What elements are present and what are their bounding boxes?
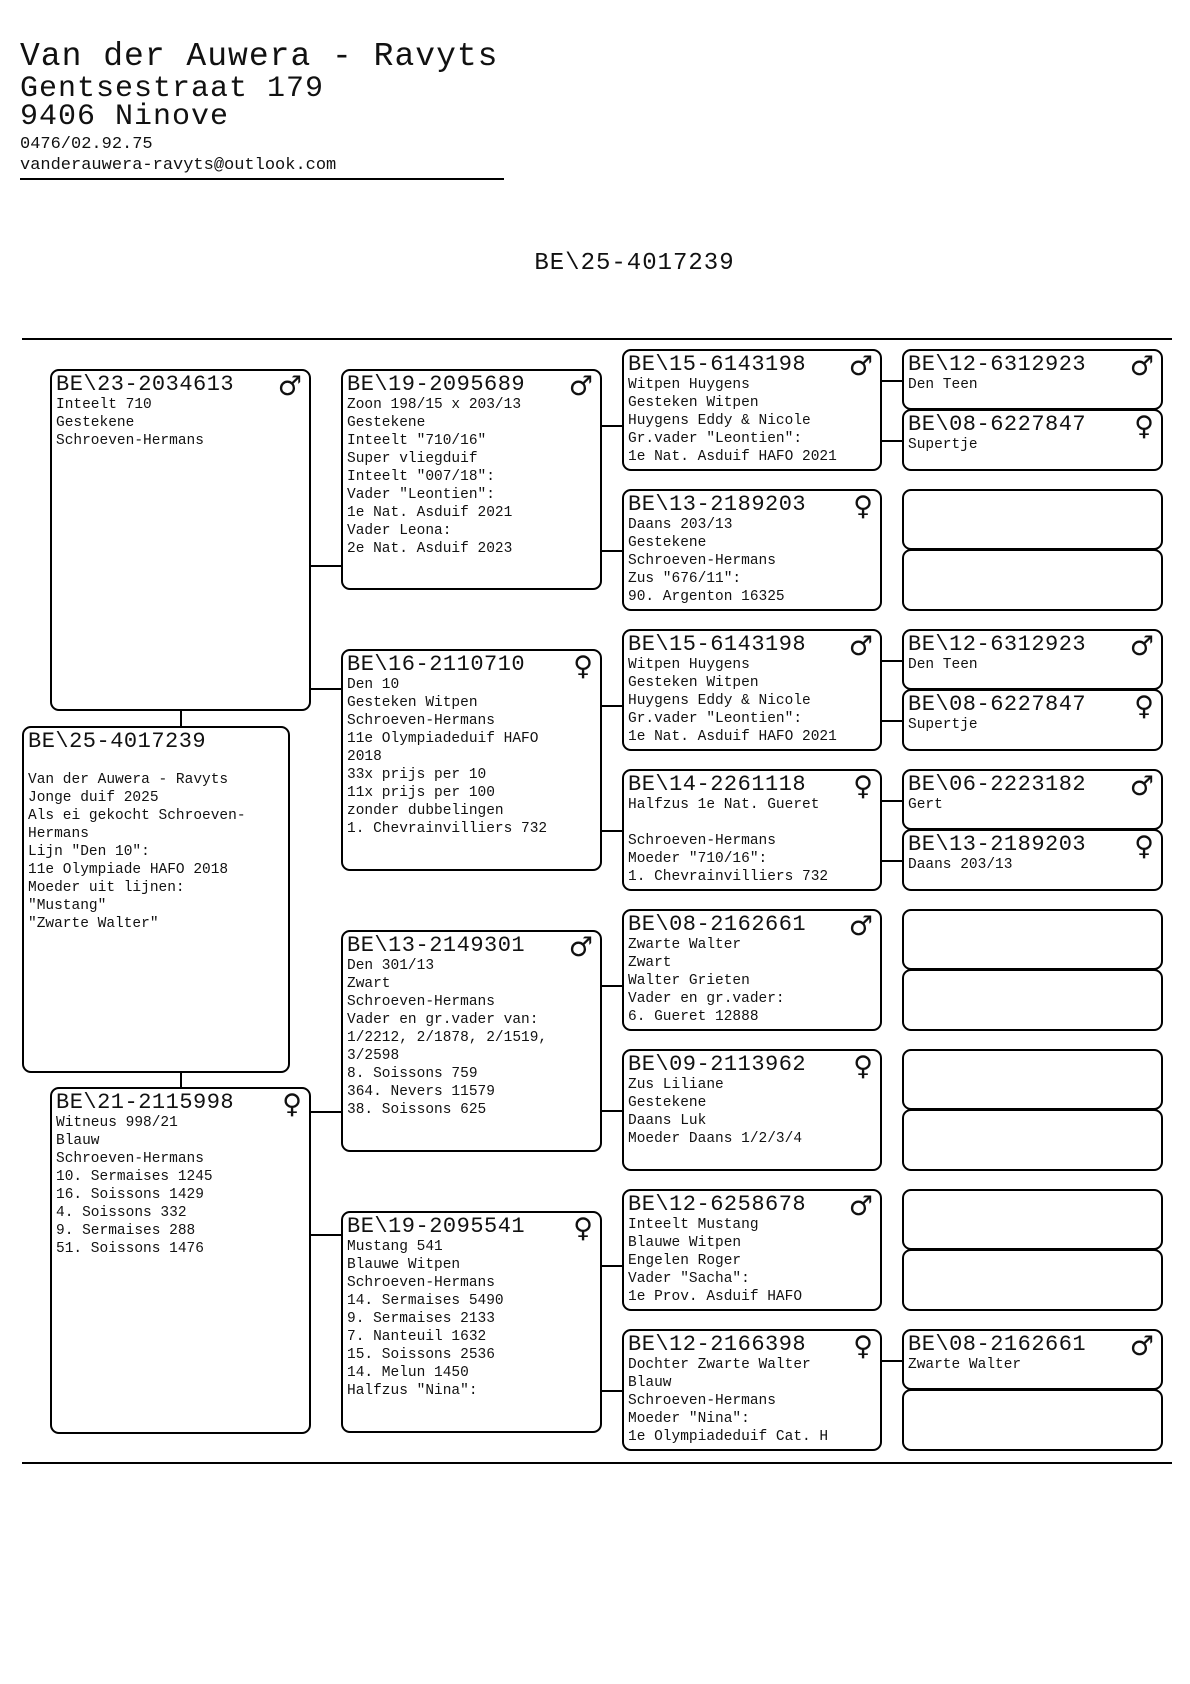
pigeon-card-gen4: [902, 1189, 1163, 1250]
pigeon-info-line: Inteelt "710/16": [347, 433, 487, 449]
ring-number: BE\08-2162661: [628, 912, 807, 937]
pigeon-card-gen4: [902, 969, 1163, 1031]
pigeon-info-line: Blauwe Witpen: [628, 1235, 742, 1251]
owner-email: vanderauwera-ravyts@outlook.com: [20, 156, 337, 175]
pigeon-card-father-mother: [341, 649, 602, 871]
pigeon-info-line: 2018: [347, 749, 382, 765]
pigeon-info-line: 14. Melun 1450: [347, 1365, 469, 1381]
pigeon-info-line: Blauw: [56, 1133, 100, 1149]
connector: [600, 985, 622, 987]
pigeon-info-line: Gestekene: [628, 1095, 707, 1111]
pigeon-info-line: Witpen Huygens: [628, 657, 750, 673]
pigeon-info-line: Vader en gr.vader:: [628, 991, 785, 1007]
pigeon-info-line: Engelen Roger: [628, 1253, 742, 1269]
male-sex-icon: ♂: [1129, 1331, 1154, 1362]
pigeon-info-line: Dochter Zwarte Walter: [628, 1357, 811, 1373]
pigeon-card-mother-father: [341, 930, 602, 1152]
connector: [600, 425, 622, 427]
pigeon-card-gen3: [622, 1329, 882, 1451]
female-sex-icon: ♀: [573, 1213, 593, 1244]
pigeon-info-line: 15. Soissons 2536: [347, 1347, 495, 1363]
pigeon-info-line: 16. Soissons 1429: [56, 1187, 204, 1203]
pigeon-info-line: Zwart: [628, 955, 672, 971]
ring-number: BE\08-6227847: [908, 412, 1087, 437]
pigeon-info-line: Gesteken Witpen: [628, 675, 759, 691]
connector: [880, 660, 902, 662]
pigeon-info-line: Walter Grieten: [628, 973, 750, 989]
owner-name: Van der Auwera - Ravyts: [20, 38, 499, 75]
pigeon-info-line: Zus "676/11":: [628, 571, 742, 587]
pigeon-info-line: Schroeven-Hermans: [56, 433, 204, 449]
pigeon-info-line: Mustang 541: [347, 1239, 443, 1255]
male-sex-icon: ♂: [568, 932, 593, 963]
pigeon-info-line: Moeder "710/16":: [628, 851, 768, 867]
female-sex-icon: ♀: [282, 1089, 302, 1120]
pigeon-info-line: 14. Sermaises 5490: [347, 1293, 504, 1309]
pigeon-info-line: Super vliegduif: [347, 451, 478, 467]
pigeon-card-gen3: [622, 1049, 882, 1171]
male-sex-icon: ♂: [848, 1191, 873, 1222]
pigeon-info-line: Zwarte Walter: [628, 937, 742, 953]
pigeon-info-line: Gesteken Witpen: [628, 395, 759, 411]
ring-number: BE\08-6227847: [908, 692, 1087, 717]
ring-number: BE\19-2095541: [347, 1214, 526, 1239]
connector: [600, 1265, 622, 1267]
pigeon-info-line: 6. Gueret 12888: [628, 1009, 759, 1025]
pigeon-info-line: 90. Argenton 16325: [628, 589, 785, 605]
connector: [600, 830, 622, 832]
pigeon-info-line: Blauw: [628, 1375, 672, 1391]
pigeon-info-line: Daans 203/13: [628, 517, 733, 533]
ring-number: BE\15-6143198: [628, 632, 807, 657]
pigeon-info-line: Hermans: [28, 826, 89, 842]
pigeon-card-gen4: [902, 1389, 1163, 1451]
connector: [310, 1111, 342, 1113]
pigeon-info-line: 8. Soissons 759: [347, 1066, 478, 1082]
ring-number: BE\19-2095689: [347, 372, 526, 397]
pigeon-info-line: 2e Nat. Asduif 2023: [347, 541, 513, 557]
pigeon-info-line: 364. Nevers 11579: [347, 1084, 495, 1100]
pigeon-info-line: Jonge duif 2025: [28, 790, 159, 806]
pigeon-info-line: Gestekene: [347, 415, 426, 431]
pigeon-info-line: Gestekene: [56, 415, 135, 431]
pigeon-info-line: Zus Liliane: [628, 1077, 724, 1093]
pigeon-card-gen3: [622, 489, 882, 611]
pigeon-info-line: 1. Chevrainvilliers 732: [347, 821, 548, 837]
female-sex-icon: ♀: [1134, 831, 1154, 862]
ring-number: BE\13-2189203: [628, 492, 807, 517]
ring-number: BE\12-6312923: [908, 632, 1087, 657]
pigeon-info-line: Halfzus "Nina":: [347, 1383, 478, 1399]
pigeon-info-line: 1e Nat. Asduif 2021: [347, 505, 513, 521]
pigeon-card-father-father: [341, 369, 602, 590]
female-sex-icon: ♀: [853, 1051, 873, 1082]
pigeon-info-line: Zwart: [347, 976, 391, 992]
pigeon-info-line: Daans Luk: [628, 1113, 707, 1129]
connector: [600, 705, 622, 707]
pigeon-info-line: 7. Nanteuil 1632: [347, 1329, 487, 1345]
ring-number: BE\14-2261118: [628, 772, 807, 797]
female-sex-icon: ♀: [853, 491, 873, 522]
ring-number: BE\25-4017239: [28, 729, 207, 754]
female-sex-icon: ♀: [853, 771, 873, 802]
connector: [880, 720, 902, 722]
pigeon-info-line: Daans 203/13: [908, 857, 1013, 873]
owner-phone: 0476/02.92.75: [20, 135, 153, 154]
pigeon-card-gen4: [902, 1249, 1163, 1311]
pigeon-card-gen4: [902, 1109, 1163, 1171]
pigeon-info-line: Vader "Sacha":: [628, 1271, 750, 1287]
pigeon-info-line: Den 301/13: [347, 958, 435, 974]
pigeon-info-line: Schroeven-Hermans: [56, 1151, 204, 1167]
pigeon-info-line: Halfzus 1e Nat. Gueret: [628, 797, 820, 813]
female-sex-icon: ♀: [1134, 691, 1154, 722]
connector: [880, 800, 902, 802]
pigeon-info-line: Inteelt "007/18":: [347, 469, 495, 485]
pigeon-info-line: Huygens Eddy & Nicole: [628, 413, 811, 429]
ring-number: BE\06-2223182: [908, 772, 1087, 797]
pigeon-info-line: Gert: [908, 797, 943, 813]
pigeon-info-line: Supertje: [908, 437, 978, 453]
pigeon-card-gen4: [902, 1329, 1163, 1390]
connector: [600, 550, 622, 552]
pigeon-info-line: Den Teen: [908, 657, 978, 673]
pigeon-info-line: 11e Olympiadeduif HAFO: [347, 731, 539, 747]
pigeon-card-gen3: [622, 769, 882, 891]
pigeon-card-gen4: [902, 549, 1163, 611]
pigeon-info-line: Gr.vader "Leontien":: [628, 431, 803, 447]
pigeon-info-line: 1e Prov. Asduif HAFO: [628, 1289, 803, 1305]
female-sex-icon: ♀: [1134, 411, 1154, 442]
pigeon-info-line: Vader Leona:: [347, 523, 452, 539]
female-sex-icon: ♀: [853, 1331, 873, 1362]
pigeon-card-gen4: [902, 1049, 1163, 1110]
ring-number: BE\23-2034613: [56, 372, 235, 397]
connector: [600, 1390, 622, 1392]
ring-number: BE\08-2162661: [908, 1332, 1087, 1357]
top-rule: [22, 338, 1172, 340]
pigeon-card-gen4: [902, 689, 1163, 751]
male-sex-icon: ♂: [277, 371, 302, 402]
pigeon-info-line: Moeder Daans 1/2/3/4: [628, 1131, 803, 1147]
pigeon-info-line: Inteelt Mustang: [628, 1217, 759, 1233]
pigeon-card-gen4: [902, 909, 1163, 970]
pigeon-info-line: Als ei gekocht Schroeven-: [28, 808, 246, 824]
pigeon-info-line: Schroeven-Hermans: [347, 994, 495, 1010]
ring-number: BE\15-6143198: [628, 352, 807, 377]
male-sex-icon: ♂: [848, 351, 873, 382]
pigeon-info-line: "Mustang": [28, 898, 107, 914]
pigeon-card-gen3: [622, 1189, 882, 1311]
pigeon-info-line: Den 10: [347, 677, 400, 693]
connector: [880, 1360, 902, 1362]
ring-number: BE\13-2149301: [347, 933, 526, 958]
pigeon-card-main: [22, 726, 290, 1073]
pigeon-card-gen4: [902, 769, 1163, 830]
pigeon-info-line: Witneus 998/21: [56, 1115, 178, 1131]
pigeon-info-line: Vader en gr.vader van:: [347, 1012, 539, 1028]
pigeon-info-line: 38. Soissons 625: [347, 1102, 487, 1118]
pigeon-info-line: Witpen Huygens: [628, 377, 750, 393]
connector: [880, 380, 902, 382]
pigeon-info-line: 10. Sermaises 1245: [56, 1169, 213, 1185]
connector: [600, 1110, 622, 1112]
pigeon-info-line: [628, 814, 876, 832]
ring-number: BE\12-6312923: [908, 352, 1087, 377]
pigeon-card-gen4: [902, 829, 1163, 891]
connector: [310, 1234, 342, 1236]
pigeon-info-line: 11x prijs per 100: [347, 785, 495, 801]
pigeon-info-line: Lijn "Den 10":: [28, 844, 150, 860]
pigeon-info-line: Gr.vader "Leontien":: [628, 711, 803, 727]
male-sex-icon: ♂: [1129, 351, 1154, 382]
pigeon-info-line: 1e Nat. Asduif HAFO 2021: [628, 449, 837, 465]
male-sex-icon: ♂: [568, 371, 593, 402]
pedigree-title: BE\25-4017239: [534, 250, 735, 277]
pigeon-card-gen4: [902, 489, 1163, 550]
owner-street: Gentsestraat 179: [20, 72, 325, 106]
pigeon-info-line: Gestekene: [628, 535, 707, 551]
connector: [880, 860, 902, 862]
male-sex-icon: ♂: [848, 911, 873, 942]
pigeon-info-line: 9. Sermaises 288: [56, 1223, 196, 1239]
ring-number: BE\13-2189203: [908, 832, 1087, 857]
pigeon-info-line: 1. Chevrainvilliers 732: [628, 869, 829, 885]
pigeon-info-line: "Zwarte Walter": [28, 916, 159, 932]
connector: [310, 688, 342, 690]
pigeon-card-gen3: [622, 909, 882, 1031]
pigeon-card-gen4: [902, 629, 1163, 690]
pigeon-info-line: Gesteken Witpen: [347, 695, 478, 711]
pigeon-info-line: [28, 753, 284, 771]
pigeon-info-line: Van der Auwera - Ravyts: [28, 772, 229, 788]
male-sex-icon: ♂: [1129, 631, 1154, 662]
connector: [310, 565, 342, 567]
connector: [180, 710, 182, 727]
pigeon-info-line: zonder dubbelingen: [347, 803, 504, 819]
pigeon-info-line: Blauwe Witpen: [347, 1257, 461, 1273]
ring-number: BE\12-6258678: [628, 1192, 807, 1217]
pigeon-card-gen4: [902, 349, 1163, 410]
pigeon-info-line: 1e Nat. Asduif HAFO 2021: [628, 729, 837, 745]
ring-number: BE\09-2113962: [628, 1052, 807, 1077]
pigeon-info-line: Moeder uit lijnen:: [28, 880, 185, 896]
pigeon-card-mother-mother: [341, 1211, 602, 1433]
pigeon-info-line: Inteelt 710: [56, 397, 152, 413]
pigeon-info-line: Zwarte Walter: [908, 1357, 1022, 1373]
pigeon-info-line: 3/2598: [347, 1048, 400, 1064]
pigeon-info-line: Moeder "Nina":: [628, 1411, 750, 1427]
pigeon-info-line: 33x prijs per 10: [347, 767, 487, 783]
pigeon-info-line: 1/2212, 2/1878, 2/1519,: [347, 1030, 548, 1046]
pigeon-info-line: Schroeven-Hermans: [347, 713, 495, 729]
pigeon-info-line: Zoon 198/15 x 203/13: [347, 397, 522, 413]
ring-number: BE\21-2115998: [56, 1090, 235, 1115]
pigeon-info-line: 11e Olympiade HAFO 2018: [28, 862, 229, 878]
header-underline: [20, 178, 504, 180]
pigeon-info-line: 1e Olympiadeduif Cat. H: [628, 1429, 829, 1445]
male-sex-icon: ♂: [1129, 771, 1154, 802]
pigeon-card-gen3: [622, 349, 882, 471]
pigeon-info-line: 4. Soissons 332: [56, 1205, 187, 1221]
connector: [880, 440, 902, 442]
pigeon-info-line: Vader "Leontien":: [347, 487, 495, 503]
ring-number: BE\16-2110710: [347, 652, 526, 677]
pigeon-info-line: 9. Sermaises 2133: [347, 1311, 495, 1327]
pigeon-info-line: Schroeven-Hermans: [628, 833, 776, 849]
pigeon-info-line: Huygens Eddy & Nicole: [628, 693, 811, 709]
ring-number: BE\12-2166398: [628, 1332, 807, 1357]
pigeon-info-line: Schroeven-Hermans: [628, 553, 776, 569]
pigeon-info-line: Schroeven-Hermans: [628, 1393, 776, 1409]
pigeon-card-mother: [50, 1087, 311, 1434]
pigeon-info-line: Schroeven-Hermans: [347, 1275, 495, 1291]
pigeon-info-line: Supertje: [908, 717, 978, 733]
male-sex-icon: ♂: [848, 631, 873, 662]
bottom-rule: [22, 1462, 1172, 1464]
pigeon-info-line: Den Teen: [908, 377, 978, 393]
pigeon-card-father: [50, 369, 311, 711]
owner-city: 9406 Ninove: [20, 100, 230, 134]
pigeon-card-gen4: [902, 409, 1163, 471]
female-sex-icon: ♀: [573, 651, 593, 682]
pigeon-info-line: 51. Soissons 1476: [56, 1241, 204, 1257]
pigeon-card-gen3: [622, 629, 882, 751]
